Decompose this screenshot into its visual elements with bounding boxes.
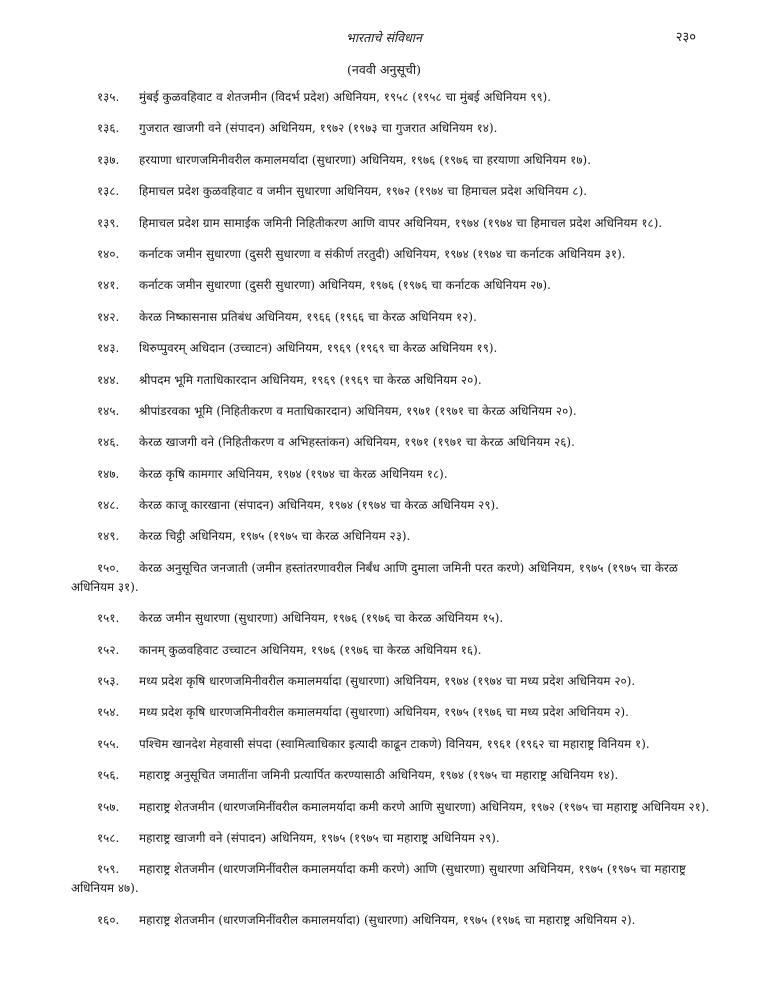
entry-text: महाराष्ट्र शेतजमीन (धारणजमिनींवरील कमालमर्यादा कमी करणे) आणि (सुधारणा) सुधारणा अधिनियम, १९७५ (१९७५ चा महाराष्ट्र अधिनियम ४७). xyxy=(71,862,686,896)
list-item xyxy=(71,609,711,628)
page-number: २३० xyxy=(675,30,696,45)
list-item xyxy=(71,214,711,233)
entry-list xyxy=(71,88,711,942)
list-item xyxy=(71,527,711,546)
list-item xyxy=(71,496,711,515)
entry-text: कर्नाटक जमीन सुधारणा (दुसरी सुधारणा) अधिनियम, १९७६ (१९७६ चा कर्नाटक अधिनियम २७). xyxy=(139,278,551,293)
entry-text: महाराष्ट्र खाजगी वने (संपादन) अधिनियम, १९७५ (१९७५ चा महाराष्ट्र अधिनियम २९). xyxy=(139,830,500,845)
entry-text: महाराष्ट्र शेतजमीन (धारणजमिनींवरील कमालमर्यादा) (सुधारणा) अधिनियम, १९७५ (१९७६ चा महाराष्ट्र अधिनियम २). xyxy=(139,912,636,927)
entry-number: १५१. xyxy=(97,611,120,626)
entry-number: १३५. xyxy=(97,90,120,104)
entry-number: १५०. xyxy=(97,560,120,575)
entry-text: केरळ जमीन सुधारणा (सुधारणा) अधिनियम, १९७६ (१९७६ चा केरळ अधिनियम १५). xyxy=(139,611,504,626)
list-item xyxy=(71,245,711,264)
list-item xyxy=(71,672,711,691)
list-item xyxy=(71,339,711,358)
list-item xyxy=(71,88,711,107)
entry-number: १५३. xyxy=(97,674,120,689)
entry-number: १४१. xyxy=(97,278,120,293)
header-title: भारताचे संविधान xyxy=(346,30,422,45)
list-item xyxy=(71,182,711,201)
list-item xyxy=(71,151,711,170)
list-item xyxy=(71,798,711,817)
entry-number: १४०. xyxy=(97,246,120,261)
entry-text: कर्नाटक जमीन सुधारणा (दुसरी सुधारणा व संकीर्ण तरतुदी) अधिनियम, १९७४ (१९७४ चा कर्नाटक अधिनियम ३१). xyxy=(139,246,626,261)
list-item xyxy=(71,766,711,785)
list-item xyxy=(71,371,711,390)
entry-text: श्रीपदम भूमि गताधिकारदान अधिनियम, १९६९ (१९६९ चा केरळ अधिनियम २०). xyxy=(139,372,482,387)
entry-text: केरळ काजू कारखाना (संपादन) अधिनियम, १९७४ (१९७४ चा केरळ अधिनियम २९). xyxy=(139,498,499,513)
entry-number: १५९. xyxy=(97,862,120,877)
entry-text: केरळ खाजगी वने (निहितीकरण व अभिहस्तांकन) अधिनियम, १९७१ (१९७१ चा केरळ अधिनियम २६). xyxy=(139,435,575,450)
entry-number: १४८. xyxy=(97,498,120,513)
list-item xyxy=(71,911,711,930)
entry-text: हिमाचल प्रदेश कुळवहिवाट व जमीन सुधारणा अधिनियम, १९७२ (१९७४ चा हिमाचल प्रदेश अधिनियम ८). xyxy=(139,184,588,199)
entry-number: १५५. xyxy=(97,736,120,751)
entry-number: १६०. xyxy=(97,912,120,927)
list-item xyxy=(71,703,711,722)
entry-text: केरळ कृषि कामगार अधिनियम, १९७४ (१९७४ चा केरळ अधिनियम १८). xyxy=(139,466,448,481)
entry-text: मध्य प्रदेश कृषि धारणजमिनीवरील कमालमर्यादा (सुधारणा) अधिनियम, १९७५ (१९७६ चा मध्य प्रदेश अधिनियम २). xyxy=(139,705,629,720)
list-item xyxy=(71,641,711,660)
entry-text: थिरुप्पुवरम् अधिदान (उच्चाटन) अधिनियम, १९६९ (१९६९ चा केरळ अधिनियम १९). xyxy=(139,341,498,356)
entry-text: महाराष्ट्र शेतजमीन (धारणजमिनींवरील कमालमर्यादा कमी करणे आणि सुधारणा) अधिनियम, १९७२ (१९७५ चा महाराष्ट्र अधिनियम २१). xyxy=(139,799,710,814)
entry-text: महाराष्ट्र अनुसूचित जमातींना जमिनी प्रत्यार्पित करण्यासाठी अधिनियम, १९७४ (१९७५ चा महाराष्ट्र अधिनियम १४). xyxy=(139,768,619,783)
entry-number: १३८. xyxy=(97,184,120,199)
entry-number: १४३. xyxy=(97,341,120,356)
entry-number: १३९. xyxy=(97,215,120,230)
list-item xyxy=(71,276,711,295)
list-item xyxy=(71,559,711,597)
entry-text: हरयाणा धारणजमिनीवरील कमालमर्यादा (सुधारणा) अधिनियम, १९७६ (१९७६ चा हरयाणा अधिनियम १७). xyxy=(139,152,591,167)
entry-number: १४५. xyxy=(97,403,120,418)
schedule-heading: (नववी अनुसूची) xyxy=(347,62,421,77)
entry-text: केरळ निष्कासनास प्रतिबंध अधिनियम, १९६६ (१९६६ चा केरळ अधिनियम १२). xyxy=(139,309,477,324)
running-header xyxy=(0,27,768,49)
entry-number: १५२. xyxy=(97,642,120,657)
list-item xyxy=(71,465,711,484)
list-item xyxy=(71,860,711,898)
entry-text: मुंबई कुळवहिवाट व शेतजमीन (विदर्भ प्रदेश) अधिनियम, १९५८ (१९५८ चा मुंबई अधिनियम ९९). xyxy=(139,90,552,104)
list-item xyxy=(71,402,711,421)
entry-number: १५७. xyxy=(97,799,120,814)
entry-number: १४२. xyxy=(97,309,120,324)
entry-text: श्रीपांडरवका भूमि (निहितीकरण व मताधिकारदान) अधिनियम, १९७१ (१९७१ चा केरळ अधिनियम २०). xyxy=(139,403,577,418)
entry-number: १४४. xyxy=(97,372,120,387)
list-item xyxy=(71,735,711,754)
entry-text: केरळ अनुसूचित जनजाती (जमीन हस्तांतरणावरील निर्बंध आणि दुमाला जमिनी परत करणे) अधिनियम, १९७५ (१९७५ चा केरळ अधिनियम ३१). xyxy=(71,560,678,594)
entry-number: १३७. xyxy=(97,152,120,167)
entry-text: हिमाचल प्रदेश ग्राम सामाईक जमिनी निहितीकरण आणि वापर अधिनियम, १९७४ (१९७४ चा हिमाचल प्रदेश अधिनियम १८). xyxy=(139,215,663,230)
list-item xyxy=(71,308,711,327)
entry-text: कानम् कुळवहिवाट उच्चाटन अधिनियम, १९७६ (१९७६ चा केरळ अधिनियम १६). xyxy=(139,642,482,657)
list-item xyxy=(71,433,711,452)
entry-text: केरळ चिट्ठी अधिनियम, १९७५ (१९७५ चा केरळ अधिनियम २३). xyxy=(139,529,411,544)
entry-number: १४७. xyxy=(97,466,120,481)
entry-number: १३६. xyxy=(97,121,120,136)
entry-number: १५६. xyxy=(97,768,120,783)
entry-number: १५८. xyxy=(97,830,120,845)
entry-text: पश्चिम खानदेश मेहवासी संपदा (स्वामित्वाधिकार इत्यादी काढून टाकणे) विनियम, १९६१ (१९६२ चा महाराष्ट्र विनियम १). xyxy=(139,736,650,751)
entry-text: मध्य प्रदेश कृषि धारणजमिनीवरील कमालमर्यादा (सुधारणा) अधिनियम, १९७४ (१९७४ चा मध्य प्रदेश अधिनियम २०). xyxy=(139,674,636,689)
entry-number: १४९. xyxy=(97,529,120,544)
entry-text: गुजरात खाजगी वने (संपादन) अधिनियम, १९७२ (१९७३ चा गुजरात अधिनियम १४). xyxy=(139,121,498,136)
entry-number: १४६. xyxy=(97,435,120,450)
list-item xyxy=(71,119,711,138)
list-item xyxy=(71,829,711,848)
entry-number: १५४. xyxy=(97,705,120,720)
